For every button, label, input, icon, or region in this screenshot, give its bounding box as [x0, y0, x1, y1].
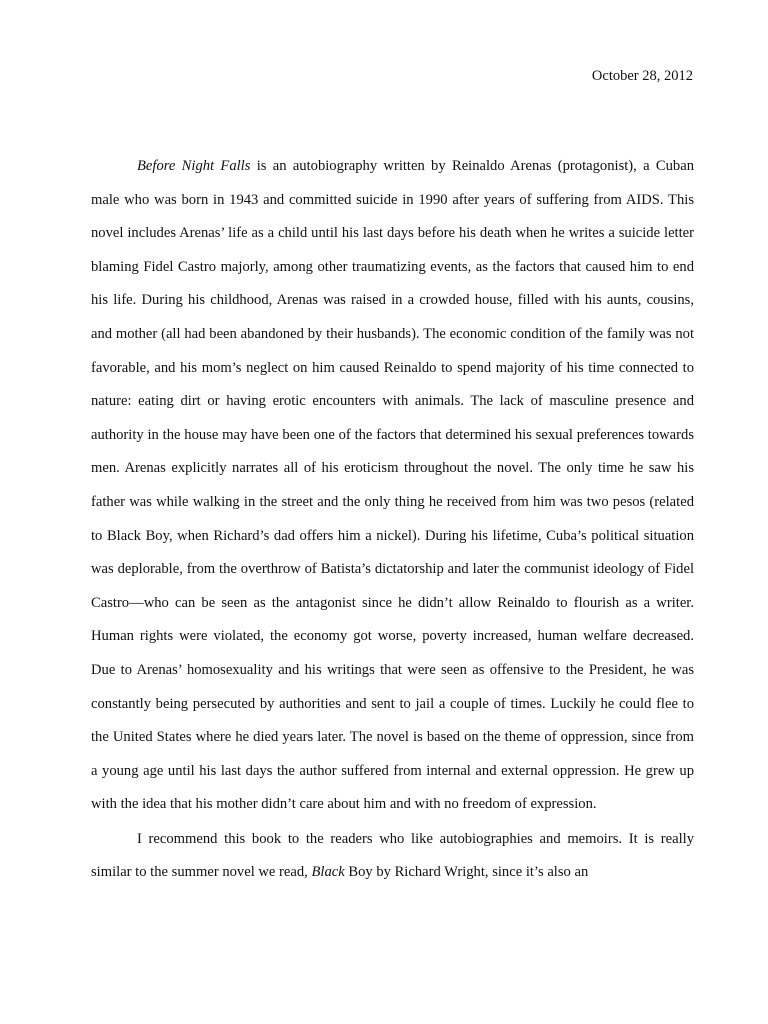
paragraph-2 [91, 822, 694, 890]
paragraph-2-text-after: Boy by Richard Wright, since it’s also an [344, 864, 589, 881]
paragraph-2-text-before: I recommend this book to the readers who like autobiographies and memoirs. It is really similar to the summer novel we read, [91, 830, 694, 881]
document-body [91, 150, 694, 890]
document-date: October 28, 2012 [591, 68, 693, 84]
paragraph-1-text: is an autobiography written by Reinaldo Arenas (protagonist), a Cuban male who was born in 1943 and committed suicide in 1990 after years of suffering from AIDS. This novel includes Arenas’ life as a child until his last days before his death when he writes a suicide letter blaming Fidel Castro majorly, among other traumatizing events, as the factors that caused him to end his life. During his childhood, Arenas was raised in a crowded house, filled with his aunts, cousins, and mother (all had been abandoned by their husbands). The economic condition of the family was not favorable, and his mom’s neglect on him caused Reinaldo to spend majority of his time connected to nature: eating dirt or having erotic encounters with animals. The lack of masculine presence and authority in the house may have been one of the factors that determined his sexual preferences towards men. Arenas explicitly narrates all of his eroticism throughout the novel. The only time he saw his father was while walking in the street and the only thing he received from him was two pesos (related to Black Boy, when Richard’s dad offers him a nickel). During his lifetime, Cuba’s political situation was deplorable, from the overthrow of Batista’s dictatorship and later the communist ideology of Fidel Castro—who can be seen as the antagonist since he didn’t allow Reinaldo to flourish as a writer. Human rights were violated, the economy got worse, poverty increased, human welfare decreased. Due to Arenas’ homosexuality and his writings that were seen as offensive to the President, he was constantly being persecuted by authorities and sent to jail a couple of times. Luckily he could flee to the United States where he died years later. The novel is based on the theme of oppression, since from a young age until his last days the author suffered from internal and external oppression. He grew up with the idea that his mother didn’t care about him and with no freedom of expression. [91, 158, 694, 813]
book-title-italic: Before Night Falls [137, 158, 251, 174]
paragraph-1 [91, 150, 694, 822]
paragraph-2-italic: Black [311, 864, 345, 881]
